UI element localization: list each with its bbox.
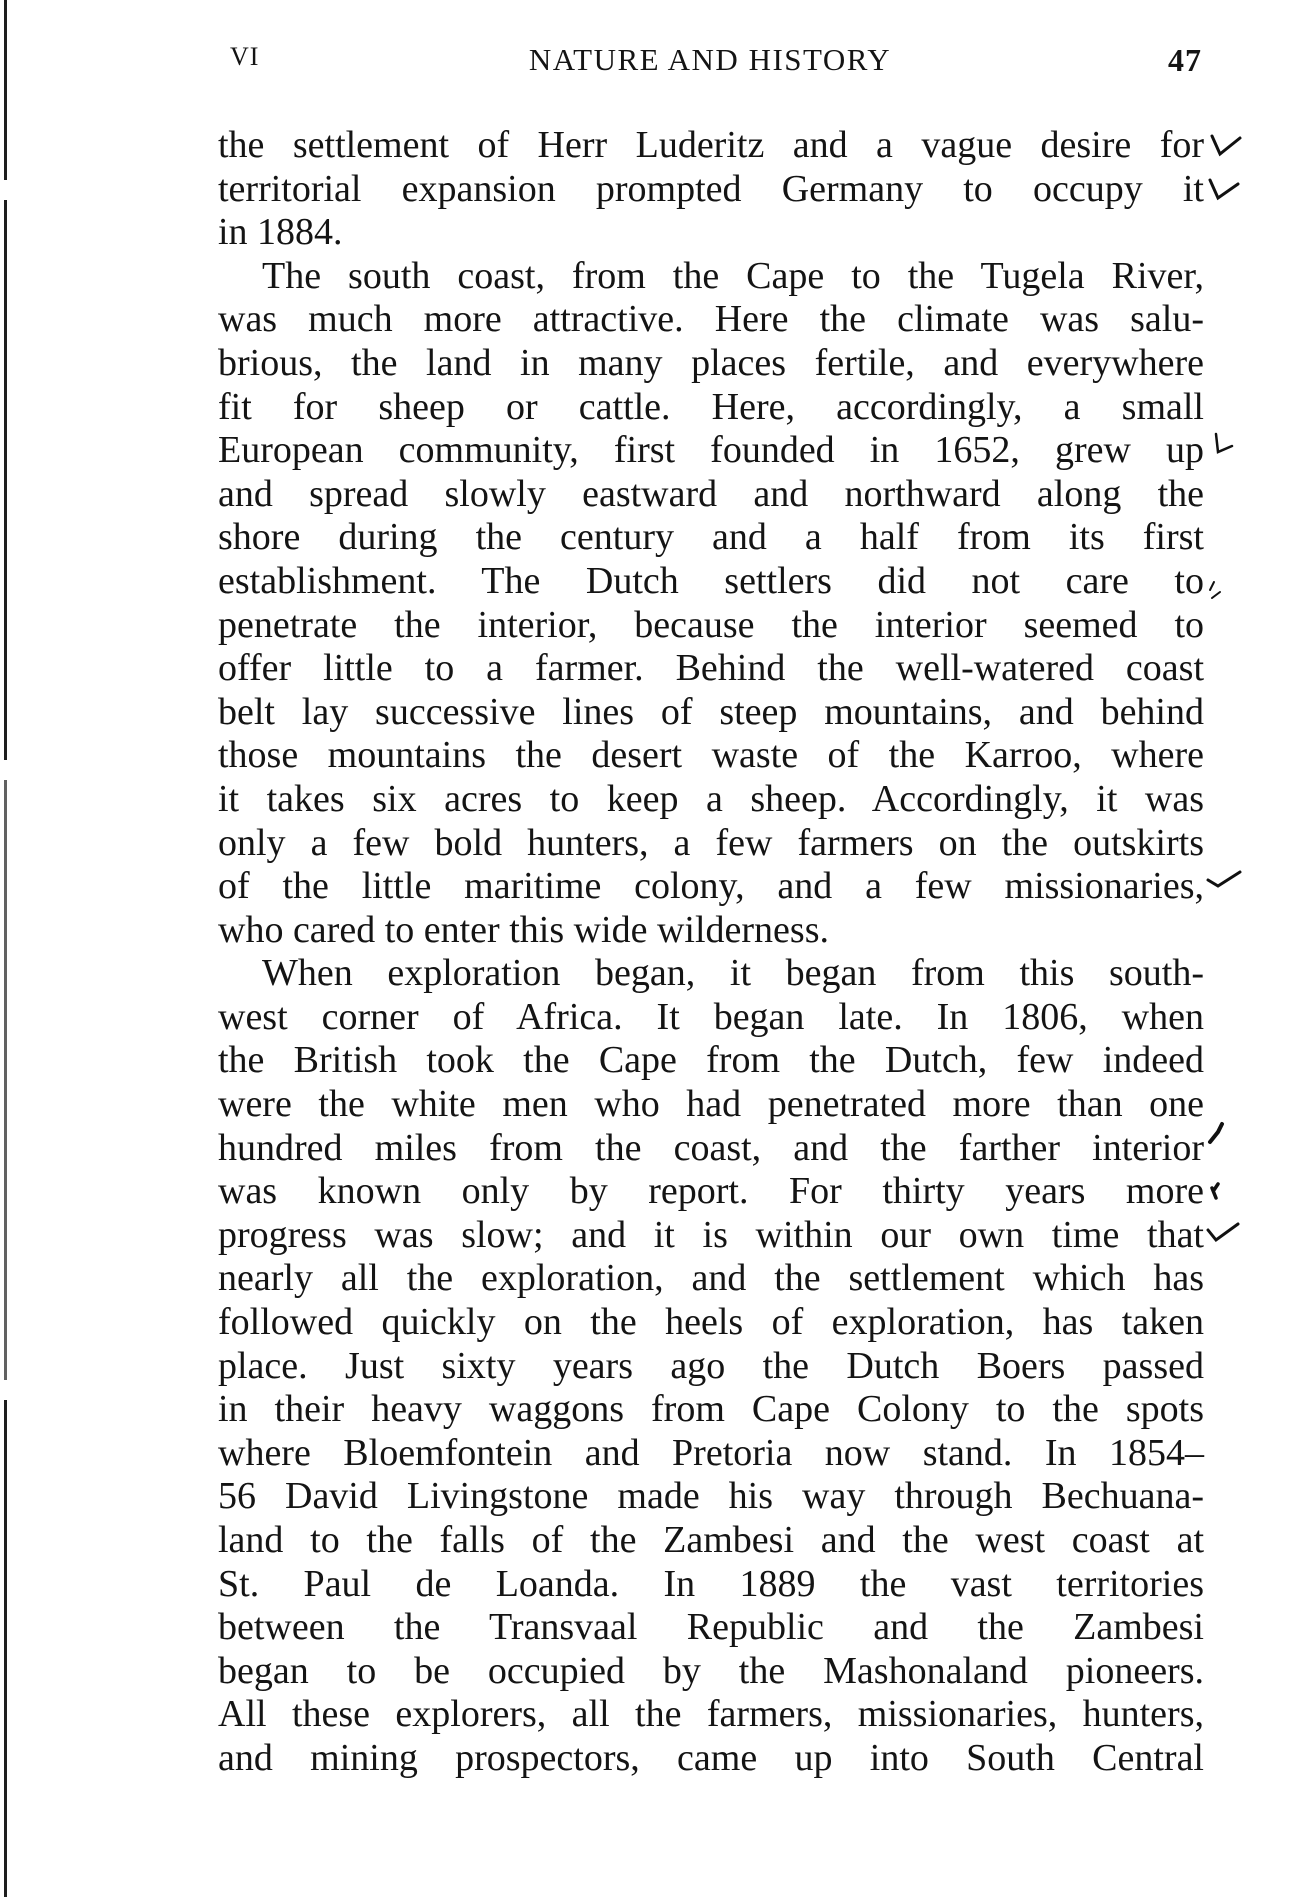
text-line: the British took the Cape from the Dutch, few indeed: [218, 1039, 1204, 1082]
tick-mark-icon: [1206, 1118, 1246, 1152]
tick-mark-icon: [1206, 568, 1246, 602]
text-line: and spread slowly eastward and northward along the: [218, 472, 1204, 515]
text-line: fit for sheep or cattle. Here, accordingly, a small: [218, 385, 1204, 428]
text-line: territorial expansion prompted Germany to occupy it: [218, 167, 1204, 210]
check-mark-icon: [1206, 428, 1246, 462]
text-line: in their heavy waggons from Cape Colony to the spots: [218, 1388, 1204, 1431]
text-line: European community, first founded in 1652, grew up: [218, 429, 1204, 472]
text-line: in 1884.: [218, 211, 343, 254]
check-mark-icon: [1206, 128, 1246, 162]
text-line: the settlement of Herr Luderitz and a vague desire for: [218, 124, 1204, 166]
text-line: were the white men who had penetrated more than one: [218, 1083, 1204, 1126]
text-line: between the Transvaal Republic and the Zambesi: [218, 1606, 1204, 1649]
page-number: 47: [1168, 42, 1202, 78]
text-line: 56 David Livingstone made his way through Bechuana-: [218, 1475, 1204, 1518]
text-line: only a few bold hunters, a few farmers on the outskirts: [218, 821, 1204, 864]
check-mark-icon: [1206, 170, 1246, 204]
text-line: place. Just sixty years ago the Dutch Boers passed: [218, 1344, 1204, 1387]
text-line: land to the falls of the Zambesi and the west coast at: [218, 1519, 1204, 1561]
section-number: VI: [230, 42, 260, 71]
text-line: those mountains the desert waste of the Karroo, where: [218, 734, 1204, 777]
text-line: began to be occupied by the Mashonaland pioneers.: [218, 1649, 1204, 1692]
running-title: NATURE AND HISTORY: [528, 42, 892, 77]
text-line: belt lay successive lines of steep mountains, and behind: [218, 690, 1204, 733]
text-line: who cared to enter this wide wilderness.: [218, 908, 829, 951]
text-line: followed quickly on the heels of exploration, has taken: [218, 1301, 1204, 1344]
text-line: All these explorers, all the farmers, missionaries, hunters,: [218, 1693, 1204, 1736]
running-head: [218, 42, 1202, 86]
text-line: hundred miles from the coast, and the farther interior: [218, 1126, 1204, 1169]
text-line: establishment. The Dutch settlers did not care to: [218, 559, 1204, 602]
text-line: where Bloemfontein and Pretoria now stand. In 1854–: [218, 1431, 1204, 1474]
binding-edge: [0, 0, 14, 1897]
binding-rule: [4, 200, 7, 760]
text-line: The south coast, from the Cape to the Tugela River,: [262, 254, 1204, 297]
text-line: When exploration began, it began from this south-: [262, 952, 1204, 995]
binding-rule: [4, 0, 7, 180]
text-line: nearly all the exploration, and the settlement which has: [218, 1257, 1204, 1300]
check-mark-icon: [1206, 1214, 1246, 1248]
text-line: of the little maritime colony, and a few missionaries,: [218, 865, 1204, 908]
text-line: and mining prospectors, came up into South Central: [218, 1736, 1204, 1779]
text-line: west corner of Africa. It began late. In 1806, when: [218, 995, 1204, 1038]
binding-rule: [4, 1400, 7, 1897]
text-line: St. Paul de Loanda. In 1889 the vast territories: [218, 1562, 1204, 1605]
text-line: progress was slow; and it is within our own time that: [218, 1213, 1204, 1256]
binding-rule: [4, 780, 7, 1380]
margin-annotations: [1206, 124, 1266, 1524]
text-line: shore during the century and a half from its first: [218, 516, 1204, 559]
check-mark-icon: [1206, 864, 1246, 898]
text-line: it takes six acres to keep a sheep. Accordingly, it was: [218, 777, 1204, 820]
tick-mark-icon: [1206, 1170, 1246, 1204]
text-line: penetrate the interior, because the interior seemed to: [218, 603, 1204, 646]
text-line: was known only by report. For thirty years more: [218, 1170, 1204, 1213]
text-line: was much more attractive. Here the climate was salu-: [218, 298, 1204, 341]
text-line: offer little to a farmer. Behind the well-watered coast: [218, 647, 1204, 690]
body-text: [218, 124, 1204, 1781]
text-line: brious, the land in many places fertile, and everywhere: [218, 341, 1204, 384]
